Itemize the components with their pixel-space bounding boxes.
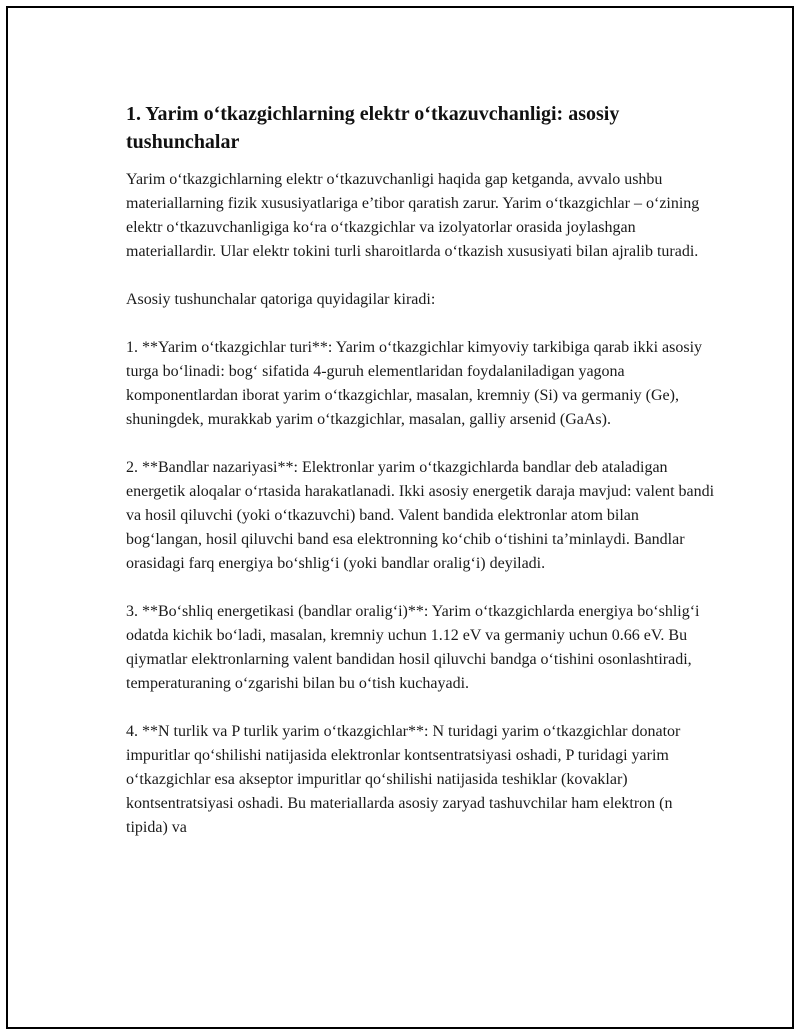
list-item-n-p-types: 4. **N turlik va P turlik yarim oʻtkazgichlar**: N turidagi yarim oʻtkazgichlar donator impuritlar qoʻshilishi natijasida elektronlar kontsentratsiyasi oshadi, P turidagi yarim oʻtkazgichlar esa akseptor impuritlar qoʻshilishi natijasida teshiklar (kovaklar) kontsentratsiyasi oshadi. Bu materiallarda asosiy zaryad tashuvchilar ham elektron (n tipida) va <box>126 723 681 836</box>
list-item-band-gap: 3. **Boʻshliq energetikasi (bandlar oraligʻi)**: Yarim oʻtkazgichlarda energiya boʻshligʻi odatda kichik boʻladi, masalan, kremniy uchun 1.12 eV va germaniy uchun 0.66 eV. Bu qiymatlar elektronlarning valent bandidan hosil qiluvchi bandga oʻtishini osonlashtiradi, temperaturaning oʻzgarishi bilan bu oʻtish kuchayadi. <box>126 603 700 692</box>
document-page <box>6 6 794 1029</box>
list-intro-paragraph: Asosiy tushunchalar qatoriga quyidagilar kiradi: <box>126 291 436 308</box>
list-item-semiconductor-types: 1. **Yarim oʻtkazgichlar turi**: Yarim oʻtkazgichlar kimyoviy tarkibiga qarab ikki asosiy turga boʻlinadi: bogʻ sifatida 4-guruh elementlaridan foydalaniladigan yagona komponentlardan iborat yarim oʻtkazgichlar, masalan, kremniy (Si) va germaniy (Ge), shuningdek, murakkab yarim oʻtkazgichlar, masalan, galliy arsenid (GaAs). <box>126 339 703 428</box>
document-body <box>126 100 716 864</box>
section-heading: 1. Yarim oʻtkazgichlarning elektr oʻtkazuvchanligi: asosiy tushunchalar <box>126 103 620 153</box>
intro-paragraph: Yarim oʻtkazgichlarning elektr oʻtkazuvchanligi haqida gap ketganda, avvalo ushbu materiallarning fizik xususiyatlariga e’tibor qaratish zarur. Yarim oʻtkazgichlar – oʻzining elektr oʻtkazuvchanligiga koʻra oʻtkazgichlar va izolyatorlar orasida joylashgan materiallardir. Ular elektr tokini turli sharoitlarda oʻtkazish xususiyati bilan ajralib turadi. <box>126 171 700 260</box>
list-item-band-theory: 2. **Bandlar nazariyasi**: Elektronlar yarim oʻtkazgichlarda bandlar deb ataladigan energetik aloqalar oʻrtasida harakatlanadi. Ikki asosiy energetik daraja mavjud: valent bandi va hosil qiluvchi (yoki oʻtkazuvchi) band. Valent bandida elektronlar atom bilan bogʻlangan, hosil qiluvchi band esa elektronning koʻchib oʻtishini ta’minlaydi. Bandlar orasidagi farq energiya boʻshligʻi (yoki bandlar oraligʻi) deyiladi. <box>126 459 715 572</box>
